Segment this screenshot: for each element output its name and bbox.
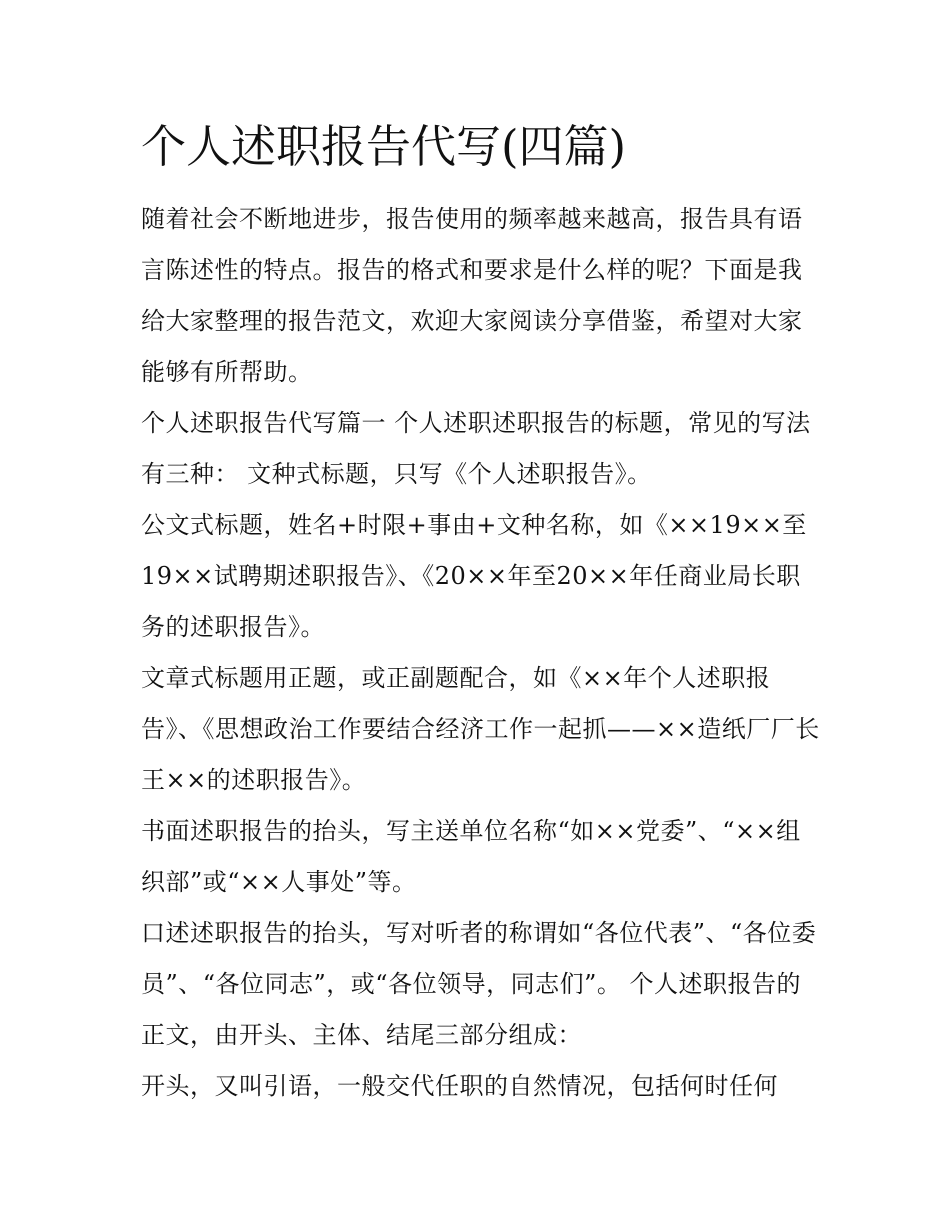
paragraph-opening: 开头，又叫引语，一般交代任职的自然情况，包括何时任何 xyxy=(141,1072,778,1100)
paragraph-oral-heading: 口述述职报告的抬头，写对听者的称谓如“各位代表”、“各位委员”、“各位同志”，或“各位领导，同志们”。 个人述职报告的正文，由开头、主体、结尾三部分组成： xyxy=(141,919,817,1049)
paragraph-title-types: 个人述职报告代写篇一 个人述职述职报告的标题，常见的写法有三种： 文种式标题，只写《个人述职报告》。 xyxy=(141,409,811,488)
document-body xyxy=(141,112,821,1112)
paragraph-article-title: 文章式标题用正题，或正副题配合，如《××年个人述职报告》、《思想政治工作要结合经济工作一起抓——××造纸厂厂长王××的述职报告》。 xyxy=(141,664,820,794)
paragraph-official-title: 公文式标题，姓名+时限+事由+文种名称，如《××19××至19××试聘期述职报告》、《20××年至20××年任商业局长职务的述职报告》。 xyxy=(141,511,807,641)
document-title: 个人述职报告代写(四篇) xyxy=(141,120,627,173)
paragraph-written-heading: 书面述职报告的抬头，写主送单位名称“如××党委”、“××组织部”或“××人事处”等。 xyxy=(141,817,801,896)
paragraph-intro: 随着社会不断地进步，报告使用的频率越来越高，报告具有语言陈述性的特点。报告的格式和要求是什么样的呢？下面是我给大家整理的报告范文，欢迎大家阅读分享借鉴，希望对大家能够有所帮助。 xyxy=(141,205,803,386)
